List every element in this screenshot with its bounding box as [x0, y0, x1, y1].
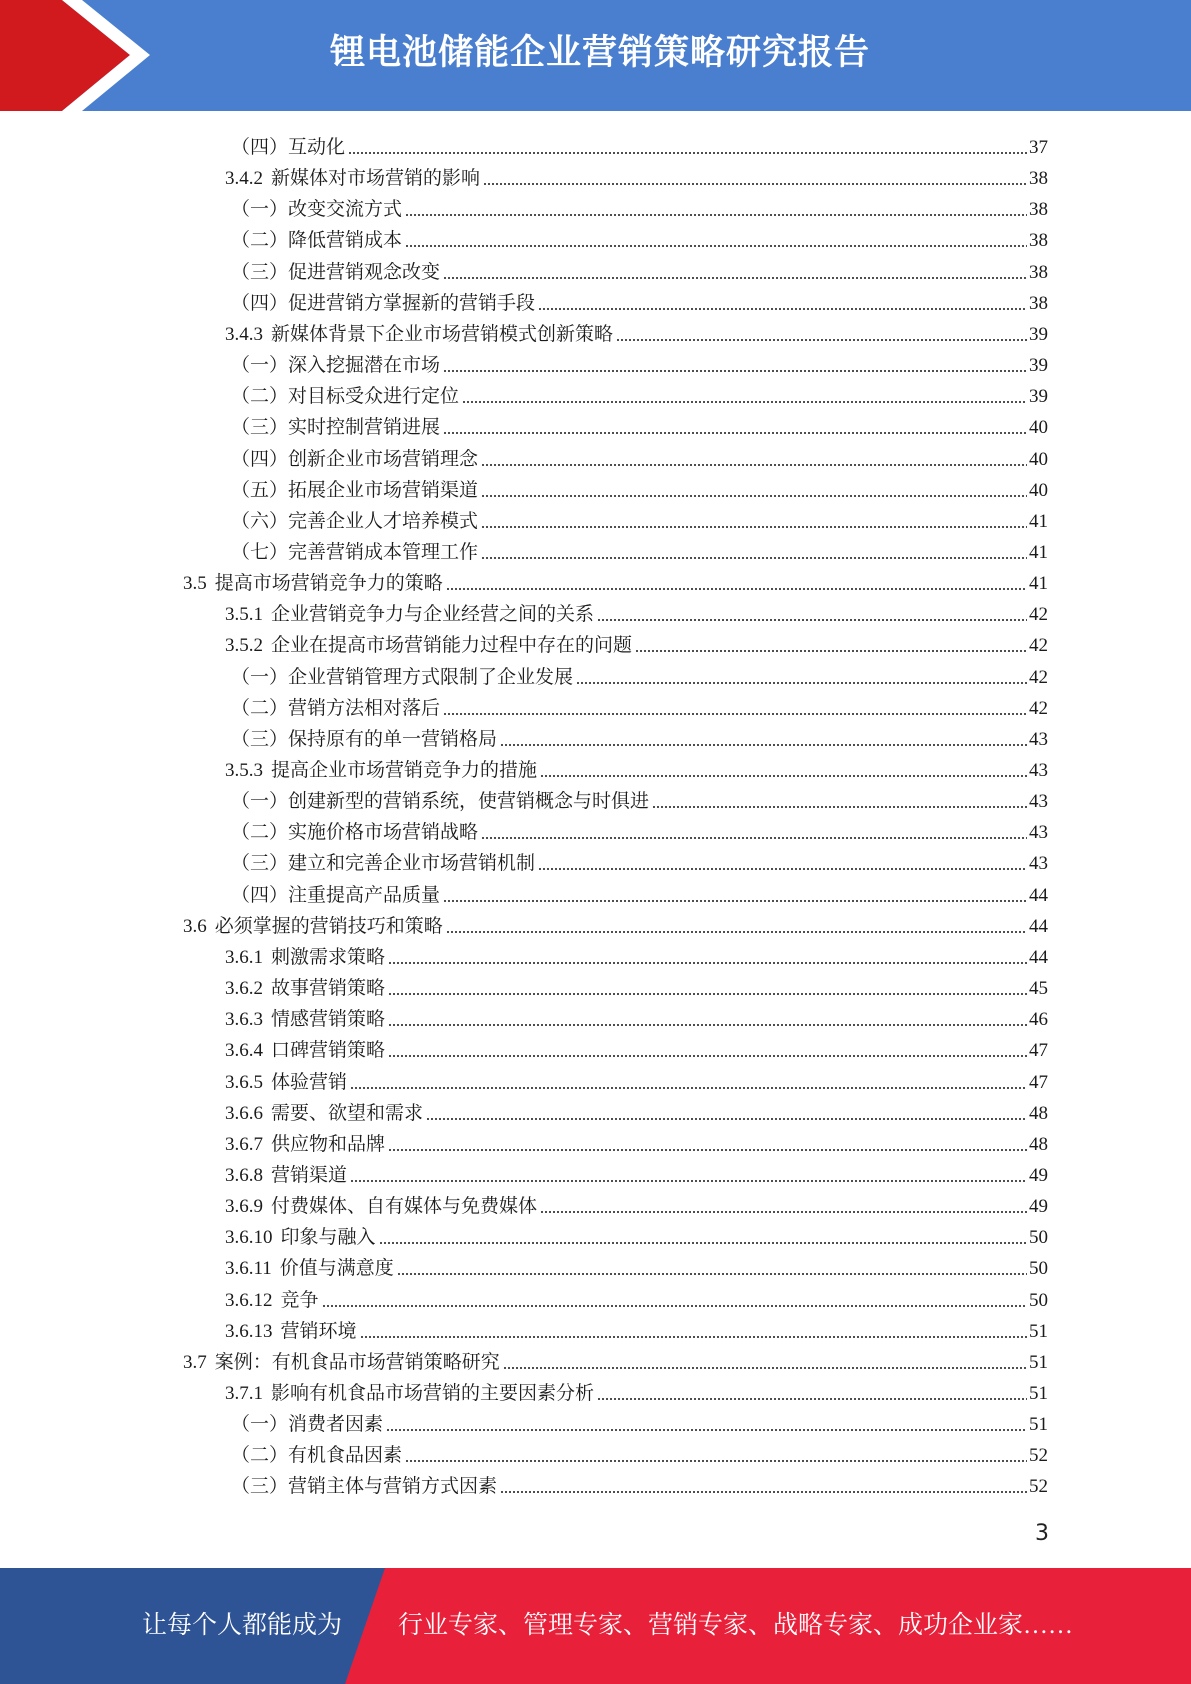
toc-entry[interactable]: [231, 377, 1048, 408]
toc-entry-title: 影响有机食品市场营销的主要因素分析: [271, 1383, 595, 1404]
toc-entry-title: （一）消费者因素: [231, 1414, 384, 1436]
toc-dot-leader: [481, 556, 1027, 560]
toc-entry-title: （三）建立和完善企业市场营销机制: [231, 853, 536, 875]
toc-dot-leader: [597, 618, 1027, 622]
toc-dot-leader: [635, 649, 1027, 653]
toc-entry-page: 51: [1029, 1351, 1048, 1373]
toc-entry-page: 52: [1029, 1445, 1048, 1467]
toc-entry-title: （三）促进营销观念改变: [231, 261, 441, 283]
toc-entry-page: 37: [1029, 137, 1048, 158]
toc-entry-page: 49: [1029, 1164, 1048, 1186]
toc-entry-number: 3.5.2: [225, 635, 263, 657]
toc-entry-number: 3.6.6: [225, 1102, 263, 1124]
header-arrow-red-shape: [0, 0, 130, 111]
toc-dot-leader: [405, 244, 1027, 248]
toc-entry[interactable]: [225, 1094, 1048, 1125]
toc-entry[interactable]: [231, 346, 1048, 377]
toc-entry-page: 38: [1029, 261, 1048, 283]
toc-entry[interactable]: [231, 533, 1048, 564]
toc-dot-leader: [481, 494, 1027, 498]
toc-entry[interactable]: [231, 1405, 1048, 1436]
toc-dot-leader: [500, 743, 1027, 747]
toc-entry-title: 营销环境: [280, 1320, 357, 1342]
toc-dot-leader: [503, 1366, 1027, 1370]
toc-entry-title: （二）实施价格市场营销战略: [231, 822, 479, 844]
toc-entry-title: （四）创新企业市场营销理念: [231, 448, 479, 470]
toc-dot-leader: [388, 961, 1027, 965]
toc-entry[interactable]: [231, 440, 1048, 471]
toc-dot-leader: [481, 463, 1027, 467]
toc-entry-page: 40: [1029, 417, 1048, 439]
toc-entry-title: 情感营销策略: [271, 1009, 386, 1031]
toc-dot-leader: [350, 1179, 1027, 1183]
toc-entry[interactable]: [225, 626, 1048, 657]
toc-entry-number: 3.7: [183, 1351, 207, 1373]
toc-entry[interactable]: [225, 1031, 1048, 1062]
toc-entry[interactable]: [225, 1281, 1048, 1312]
toc-entry-number: 3.6.2: [225, 978, 263, 1000]
toc-entry-title: （二）有机食品因素: [231, 1445, 403, 1467]
toc-dot-leader: [426, 1117, 1027, 1121]
toc-entry-title: （五）拓展企业市场营销渠道: [231, 479, 479, 501]
toc-entry-page: 50: [1029, 1289, 1048, 1311]
toc-entry-title: 口碑营销策略: [271, 1040, 386, 1062]
toc-entry-title: （二）对目标受众进行定位: [231, 386, 460, 408]
toc-dot-leader: [481, 836, 1027, 840]
toc-entry[interactable]: [231, 502, 1048, 533]
toc-entry[interactable]: [225, 159, 1048, 190]
toc-dot-leader: [538, 867, 1027, 871]
toc-entry[interactable]: [225, 1218, 1048, 1249]
toc-entry-page: 41: [1029, 541, 1048, 563]
toc-entry-title: （二）营销方法相对落后: [231, 697, 441, 719]
toc-entry-number: 3.6.5: [225, 1071, 263, 1093]
toc-entry[interactable]: [231, 876, 1048, 907]
toc-entry-title: （三）营销主体与营销方式因素: [231, 1476, 498, 1498]
toc-entry-page: 44: [1029, 884, 1048, 906]
toc-entry-title: 刺激需求策略: [271, 946, 386, 968]
toc-dot-leader: [538, 307, 1027, 311]
toc-dot-leader: [388, 1054, 1027, 1058]
toc-entry[interactable]: [225, 751, 1048, 782]
toc-entry-number: 3.6.3: [225, 1009, 263, 1031]
toc-entry-number: 3.6.1: [225, 946, 263, 968]
toc-entry[interactable]: [225, 1063, 1048, 1094]
toc-entry[interactable]: [225, 1000, 1048, 1031]
toc-entry[interactable]: [225, 1156, 1048, 1187]
toc-entry-number: 3.6.9: [225, 1196, 263, 1218]
toc-entry-title: （七）完善营销成本管理工作: [231, 541, 479, 563]
toc-entry-title: （四）促进营销方掌握新的营销手段: [231, 292, 536, 314]
toc-entry-page: 38: [1029, 199, 1048, 221]
toc-entry-page: 39: [1029, 323, 1048, 345]
toc-entry-title: 提高市场营销竞争力的策略: [214, 573, 443, 595]
footer-slogan-right: 行业专家、管理专家、营销专家、战略专家、成功企业家……: [398, 1612, 1074, 1639]
toc-dot-leader: [500, 1490, 1027, 1494]
toc-entry-title: 案例：有机食品市场营销策略研究: [214, 1351, 500, 1373]
toc-entry[interactable]: [231, 1467, 1048, 1498]
toc-dot-leader: [443, 276, 1027, 280]
toc-entry[interactable]: [231, 253, 1048, 284]
toc-entry-page: 43: [1029, 728, 1048, 750]
toc-entry[interactable]: [231, 844, 1048, 875]
toc-entry-page: 40: [1029, 479, 1048, 501]
toc-entry[interactable]: [225, 1374, 1048, 1405]
toc-entry[interactable]: [183, 564, 1048, 595]
toc-dot-leader: [388, 992, 1027, 996]
toc-entry-title: （一）创建新型的营销系统，使营销概念与时俱进: [231, 791, 650, 813]
toc-dot-leader: [443, 431, 1027, 435]
toc-entry-title: （一）改变交流方式: [231, 199, 403, 221]
toc-entry[interactable]: [231, 408, 1048, 439]
toc-entry-page: 51: [1029, 1383, 1048, 1404]
toc-entry-title: 提高企业市场营销竞争力的措施: [271, 760, 538, 781]
toc-dot-leader: [443, 712, 1027, 716]
toc-entry[interactable]: [225, 938, 1048, 969]
toc-entry-page: 50: [1029, 1258, 1048, 1280]
toc-entry-title: （二）降低营销成本: [231, 230, 403, 252]
toc-entry-number: 3.6.10: [225, 1227, 273, 1249]
toc-entry-page: 41: [1029, 573, 1048, 595]
toc-dot-leader: [443, 369, 1027, 373]
toc-dot-leader: [576, 681, 1027, 685]
toc-entry[interactable]: [231, 190, 1048, 221]
toc-entry-title: 印象与融入: [280, 1227, 376, 1249]
toc-entry[interactable]: [225, 595, 1048, 626]
toc-dot-leader: [322, 1304, 1027, 1308]
toc-entry-page: 39: [1029, 355, 1048, 377]
toc-entry-page: 39: [1029, 386, 1048, 408]
toc-entry-page: 41: [1029, 510, 1048, 532]
toc-entry[interactable]: [231, 284, 1048, 315]
toc-entry-number: 3.6.8: [225, 1164, 263, 1186]
toc-entry-title: 故事营销策略: [271, 978, 386, 1000]
toc-entry-page: 48: [1029, 1133, 1048, 1155]
report-footer: [0, 1568, 1191, 1684]
report-header: [0, 0, 1191, 111]
toc-dot-leader: [397, 1272, 1027, 1276]
toc-dot-leader: [379, 1241, 1027, 1245]
toc-entry-title: 价值与满意度: [279, 1258, 394, 1280]
toc-entry-title: 竞争: [280, 1289, 319, 1311]
toc-dot-leader: [386, 1428, 1027, 1432]
toc-dot-leader: [348, 151, 1027, 155]
toc-entry-number: 3.4.3: [225, 323, 263, 345]
toc-entry[interactable]: [231, 1436, 1048, 1467]
toc-dot-leader: [462, 400, 1027, 404]
toc-entry-page: 42: [1029, 604, 1048, 626]
toc-entry[interactable]: [225, 1249, 1048, 1280]
toc-entry-title: （一）企业营销管理方式限制了企业发展: [231, 666, 574, 688]
toc-entry-number: 3.6.11: [225, 1258, 272, 1280]
toc-entry-number: 3.6.12: [225, 1289, 273, 1311]
toc-entry[interactable]: [225, 315, 1048, 346]
toc-entry[interactable]: [225, 969, 1048, 1000]
toc-entry-number: 3.7.1: [225, 1383, 263, 1404]
toc-entry-title: 体验营销: [271, 1071, 348, 1093]
toc-entry-page: 43: [1029, 760, 1048, 781]
toc-entry-number: 3.5: [183, 573, 207, 595]
toc-entry[interactable]: [225, 1187, 1048, 1218]
toc-entry-page: 44: [1029, 915, 1048, 937]
toc-entry-title: 供应物和品牌: [271, 1133, 386, 1155]
header-arrow-decoration: [0, 0, 170, 111]
toc-entry-page: 45: [1029, 978, 1048, 1000]
toc-dot-leader: [446, 930, 1027, 934]
toc-dot-leader: [443, 899, 1027, 903]
toc-dot-leader: [388, 1148, 1027, 1152]
toc-entry-title: （四）注重提高产品质量: [231, 884, 441, 906]
toc-dot-leader: [540, 774, 1027, 778]
toc-dot-leader: [446, 587, 1027, 591]
toc-entry-page: 47: [1029, 1071, 1048, 1093]
toc-entry[interactable]: [231, 471, 1048, 502]
toc-dot-leader: [652, 805, 1027, 809]
toc-dot-leader: [481, 525, 1027, 529]
toc-dot-leader: [405, 1459, 1027, 1463]
toc-entry-page: 52: [1029, 1476, 1048, 1498]
toc-entry-page: 42: [1029, 697, 1048, 719]
toc-entry-page: 51: [1029, 1320, 1048, 1342]
toc-dot-leader: [360, 1335, 1027, 1339]
toc-entry-title: （六）完善企业人才培养模式: [231, 510, 479, 532]
toc-dot-leader: [597, 1397, 1027, 1401]
toc-entry-title: 营销渠道: [271, 1164, 348, 1186]
toc-entry-page: 47: [1029, 1040, 1048, 1062]
toc-entry-title: 必须掌握的营销技巧和策略: [214, 915, 443, 937]
toc-entry-number: 3.6.4: [225, 1040, 263, 1062]
toc-entry-number: 3.6.13: [225, 1320, 273, 1342]
toc-entry-page: 38: [1029, 292, 1048, 314]
toc-entry[interactable]: [225, 1125, 1048, 1156]
toc-entry[interactable]: [231, 689, 1048, 720]
toc-entry-title: （一）深入挖掘潜在市场: [231, 355, 441, 377]
toc-entry-number: 3.5.3: [225, 760, 263, 781]
footer-slogan-left: 让每个人都能成为: [142, 1612, 343, 1639]
toc-dot-leader: [483, 182, 1027, 186]
toc-entry[interactable]: [225, 1312, 1048, 1343]
toc-entry[interactable]: [183, 1343, 1048, 1374]
page-number: 3: [1035, 1521, 1049, 1546]
toc-entry-page: 43: [1029, 791, 1048, 813]
toc-entry[interactable]: [231, 658, 1048, 689]
toc-entry-title: 需要、欲望和需求: [271, 1102, 424, 1124]
toc-entry-title: 付费媒体、自有媒体与免费媒体: [271, 1196, 538, 1218]
toc-entry-page: 43: [1029, 853, 1048, 875]
toc-entry-title: 新媒体对市场营销的影响: [271, 168, 481, 190]
toc-entry[interactable]: [231, 782, 1048, 813]
toc-entry-number: 3.6: [183, 915, 207, 937]
toc-entry[interactable]: [231, 813, 1048, 844]
toc-dot-leader: [388, 1023, 1027, 1027]
toc-entry-page: 40: [1029, 448, 1048, 470]
toc-entry[interactable]: [231, 221, 1048, 252]
toc-entry-page: 49: [1029, 1196, 1048, 1218]
toc-entry-title: （三）实时控制营销进展: [231, 417, 441, 439]
toc-entry-title: （三）保持原有的单一营销格局: [231, 728, 498, 750]
toc-dot-leader: [405, 213, 1027, 217]
toc-entry-page: 48: [1029, 1102, 1048, 1124]
toc-entry-page: 43: [1029, 822, 1048, 844]
toc-entry-page: 46: [1029, 1009, 1048, 1031]
toc-dot-leader: [540, 1210, 1027, 1214]
toc-entry[interactable]: [183, 907, 1048, 938]
toc-entry-page: 51: [1029, 1414, 1048, 1436]
toc-entry-page: 38: [1029, 168, 1048, 190]
toc-entry-title: 企业在提高市场营销能力过程中存在的问题: [271, 635, 633, 657]
report-title: 锂电池储能企业营销策略研究报告: [330, 33, 871, 73]
toc-dot-leader: [350, 1086, 1027, 1090]
toc-entry-number: 3.4.2: [225, 168, 263, 190]
toc-entry-number: 3.5.1: [225, 604, 263, 626]
toc-entry-number: 3.6.7: [225, 1133, 263, 1155]
toc-entry-page: 42: [1029, 666, 1048, 688]
toc-entry-page: 44: [1029, 946, 1048, 968]
toc-entry[interactable]: [231, 720, 1048, 751]
toc-entry-page: 50: [1029, 1227, 1048, 1249]
toc-entry-title: （四）互动化: [231, 137, 346, 158]
toc-entry-page: 42: [1029, 635, 1048, 657]
toc-entry-page: 38: [1029, 230, 1048, 252]
toc-entry-title: 企业营销竞争力与企业经营之间的关系: [271, 604, 595, 626]
toc-dot-leader: [616, 338, 1027, 342]
toc-entry[interactable]: [231, 128, 1048, 159]
toc-entry-title: 新媒体背景下企业市场营销模式创新策略: [271, 323, 614, 345]
